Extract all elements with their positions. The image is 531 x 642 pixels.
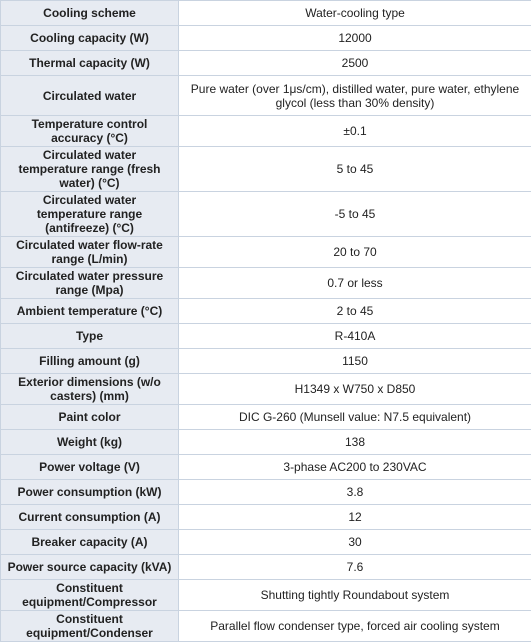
row-label-cooling-capacity: Cooling capacity (W)	[1, 26, 179, 51]
row-label-flow-rate-range: Circulated water flow-rate range (L/min)	[1, 237, 179, 268]
row-label-pressure-range: Circulated water pressure range (Mpa)	[1, 268, 179, 299]
row-value-cooling-capacity: 12000	[179, 26, 531, 51]
row-label-thermal-capacity: Thermal capacity (W)	[1, 51, 179, 76]
row-label-water-temp-range-fresh: Circulated water temperature range (fresh water) (°C)	[1, 147, 179, 192]
table-row	[1, 555, 531, 580]
row-value-power-source-capacity: 7.6	[179, 555, 531, 580]
table-row	[1, 324, 531, 349]
row-value-power-consumption: 3.8	[179, 480, 531, 505]
row-value-cooling-scheme: Water-cooling type	[179, 1, 531, 26]
row-value-circulated-water: Pure water (over 1μs/cm), distilled water, pure water, ethylene glycol (less than 30% density)	[179, 76, 531, 116]
row-label-power-consumption: Power consumption (kW)	[1, 480, 179, 505]
table-row	[1, 26, 531, 51]
row-value-ambient-temperature: 2 to 45	[179, 299, 531, 324]
row-value-water-temp-range-fresh: 5 to 45	[179, 147, 531, 192]
row-label-paint-color: Paint color	[1, 405, 179, 430]
table-row	[1, 299, 531, 324]
row-value-weight: 138	[179, 430, 531, 455]
table-row	[1, 76, 531, 116]
row-label-ambient-temperature: Ambient temperature (°C)	[1, 299, 179, 324]
row-value-type: R-410A	[179, 324, 531, 349]
row-label-filling-amount: Filling amount (g)	[1, 349, 179, 374]
row-label-condenser: Constituent equipment/Condenser	[1, 611, 179, 642]
row-value-condenser: Parallel flow condenser type, forced air cooling system	[179, 611, 531, 642]
row-value-paint-color: DIC G-260 (Munsell value: N7.5 equivalent)	[179, 405, 531, 430]
table-row	[1, 611, 531, 642]
row-value-power-voltage: 3-phase AC200 to 230VAC	[179, 455, 531, 480]
row-label-compressor: Constituent equipment/Compressor	[1, 580, 179, 611]
table-row	[1, 580, 531, 611]
table-row	[1, 268, 531, 299]
table-row	[1, 147, 531, 192]
row-value-compressor: Shutting tightly Roundabout system	[179, 580, 531, 611]
table-row	[1, 505, 531, 530]
table-row	[1, 455, 531, 480]
row-value-temperature-control-accuracy: ±0.1	[179, 116, 531, 147]
table-row	[1, 374, 531, 405]
row-label-power-source-capacity: Power source capacity (kVA)	[1, 555, 179, 580]
table-row	[1, 192, 531, 237]
row-label-weight: Weight (kg)	[1, 430, 179, 455]
table-row	[1, 51, 531, 76]
table-row	[1, 1, 531, 26]
row-label-power-voltage: Power voltage (V)	[1, 455, 179, 480]
row-value-breaker-capacity: 30	[179, 530, 531, 555]
table-row	[1, 349, 531, 374]
row-value-exterior-dimensions: H1349 x W750 x D850	[179, 374, 531, 405]
row-label-circulated-water: Circulated water	[1, 76, 179, 116]
row-label-exterior-dimensions: Exterior dimensions (w/o casters) (mm)	[1, 374, 179, 405]
row-value-pressure-range: 0.7 or less	[179, 268, 531, 299]
row-value-current-consumption: 12	[179, 505, 531, 530]
spec-table-body	[1, 1, 531, 642]
row-value-thermal-capacity: 2500	[179, 51, 531, 76]
table-row	[1, 405, 531, 430]
table-row	[1, 116, 531, 147]
row-label-cooling-scheme: Cooling scheme	[1, 1, 179, 26]
table-row	[1, 430, 531, 455]
row-label-temperature-control-accuracy: Temperature control accuracy (°C)	[1, 116, 179, 147]
row-label-water-temp-range-antifreeze: Circulated water temperature range (antifreeze) (°C)	[1, 192, 179, 237]
row-label-type: Type	[1, 324, 179, 349]
table-row	[1, 237, 531, 268]
row-label-current-consumption: Current consumption (A)	[1, 505, 179, 530]
row-label-breaker-capacity: Breaker capacity (A)	[1, 530, 179, 555]
row-value-water-temp-range-antifreeze: -5 to 45	[179, 192, 531, 237]
table-row	[1, 530, 531, 555]
row-value-flow-rate-range: 20 to 70	[179, 237, 531, 268]
row-value-filling-amount: 1150	[179, 349, 531, 374]
table-row	[1, 480, 531, 505]
